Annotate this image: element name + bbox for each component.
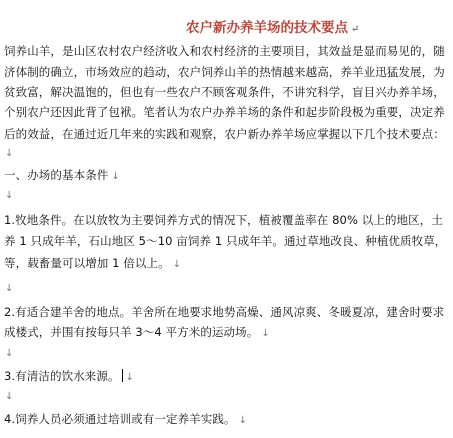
line-break-icon: ↓: [5, 391, 14, 402]
line-break-icon: ↓: [172, 259, 182, 270]
item-line: 2.有适合建羊舍的地点。羊舍所在地要求地势高燥、通风凉爽、冬暖夏凉，建舍时要求: [4, 305, 445, 319]
section-heading: [4, 168, 120, 184]
item-line-text: 等，载畜量可以增加 1 倍以上。: [4, 256, 170, 270]
intro-line: 济体制的确立，市场效应的趋动，农户饲养山羊的热情越来越高，养羊业迅猛发展，为: [4, 65, 445, 79]
item-line-text: 成楼式，并围有按每只羊 3～4 平方米的运动场。: [4, 325, 259, 339]
line-break-icon: ↓: [238, 415, 248, 426]
intro-line: 后的效益，在通过近几年来的实践和观察，农户新办养羊场应掌握以下几个技术要点：: [4, 127, 445, 141]
item-line: 1.牧地条件。在以放牧为主要饲养方式的情况下，植被覆盖率在 80% 以上的地区，土: [4, 213, 443, 227]
line-break-icon: ↓: [5, 190, 14, 201]
document-title: [186, 16, 359, 36]
intro-line: 个别农户还因此背了包袱。笔者认为农户办养羊场的条件和起步阶段极为重要，决定养: [4, 105, 445, 119]
intro-line: 饲养山羊，是山区农村农户经济收入和农村经济的主要项目，其效益是显而易见的，随: [4, 44, 445, 58]
line-break-icon: ↓: [5, 283, 14, 294]
line-break-icon: ↓: [111, 171, 120, 182]
section-heading-text: 一、办场的基本条件: [4, 168, 109, 182]
line-break-icon: ↓: [5, 348, 14, 359]
item-line: [4, 325, 270, 341]
line-break-icon: ↓: [261, 328, 270, 339]
item-line-text: 3.有清洁的饮水来源。: [4, 369, 120, 383]
line-break-icon: ↓: [5, 148, 14, 159]
item-line: [4, 412, 247, 428]
text-cursor: [122, 369, 123, 382]
item-line: [4, 256, 181, 272]
item-line-text: 4.饲养人员必须通过培训或有一定养羊实践。: [4, 412, 236, 426]
title-text: 农户新办养羊场的技术要点: [186, 20, 348, 36]
item-line: [4, 369, 134, 385]
intro-line: 贫致富，解决温饱的，但也有一些农户不顾客观条件，不讲究科学，盲目兴办养羊场，: [4, 85, 445, 99]
line-break-icon: ↓: [125, 372, 135, 383]
paragraph-mark-icon: ↵: [351, 24, 360, 35]
item-line: 养 1 只成年羊，石山地区 5～10 亩饲养 1 只成年羊。通过草地改良、种植优质牧草，: [4, 234, 447, 248]
